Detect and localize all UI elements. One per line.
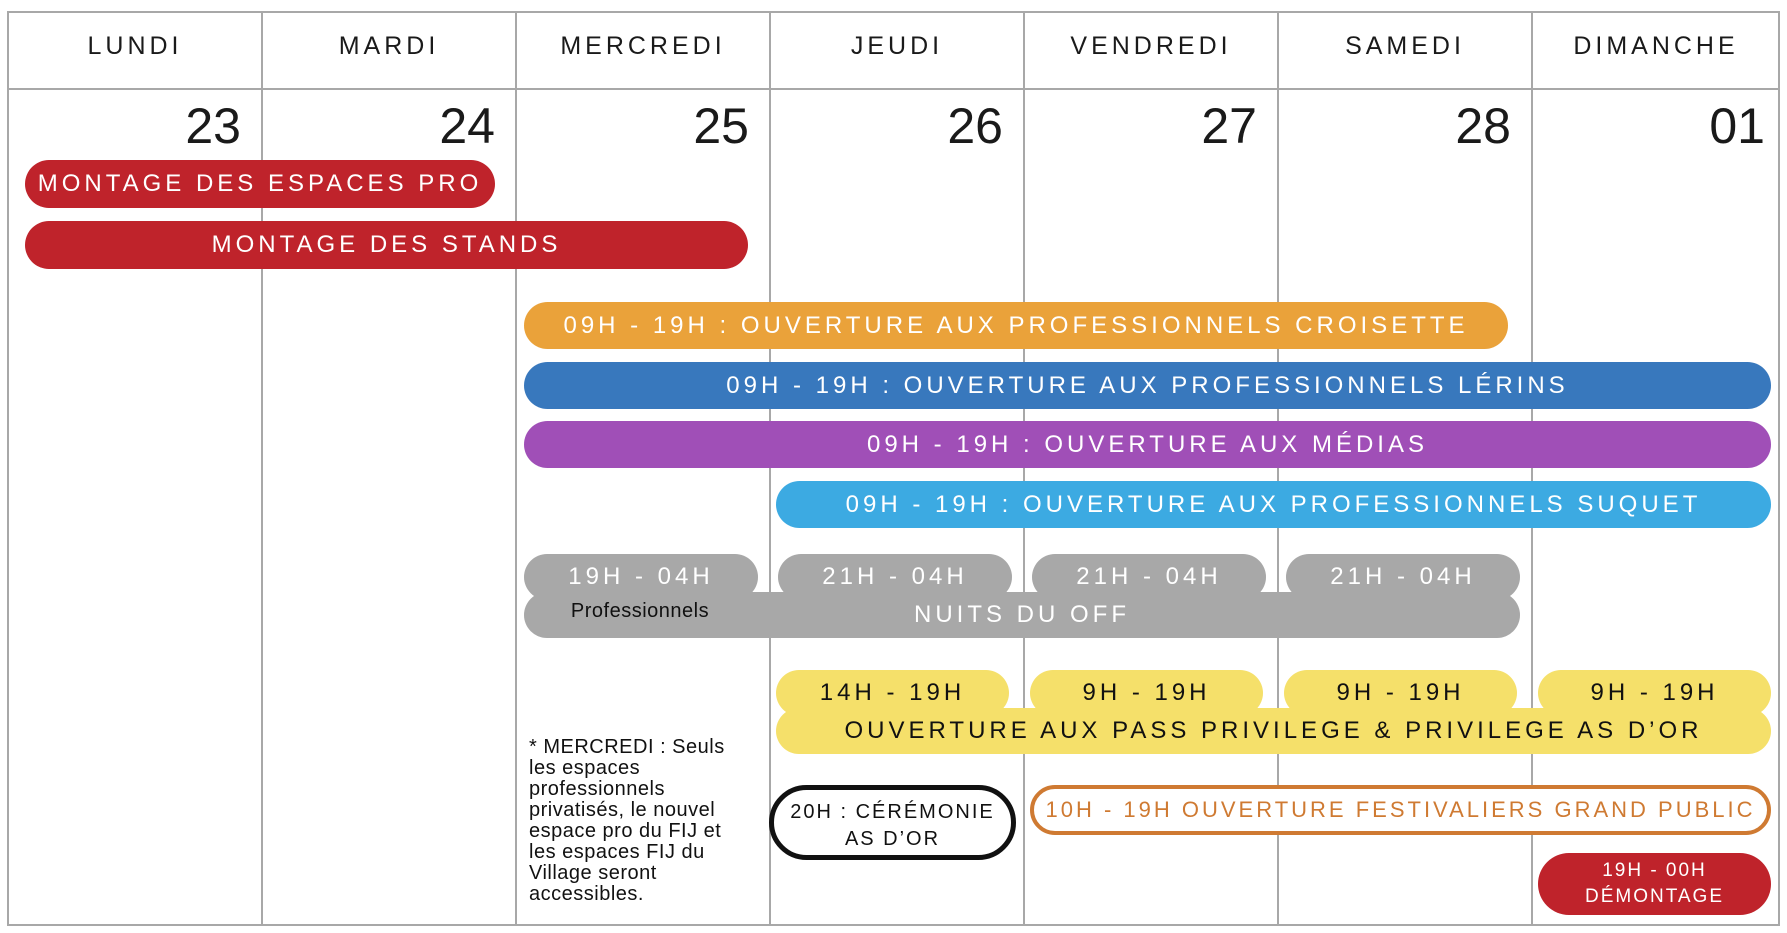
day-header-mercredi: MERCREDI <box>560 32 726 60</box>
day-number-25: 25 <box>693 98 749 154</box>
header-divider <box>7 88 1780 90</box>
day-header-samedi: SAMEDI <box>1345 32 1465 60</box>
event-ouverture-lerins <box>524 362 1771 409</box>
event-label: 09H - 19H : OUVERTURE AUX MÉDIAS <box>866 431 1428 458</box>
time-label: 21H - 04H <box>1330 563 1476 590</box>
event-label: NUITS DU OFF <box>914 601 1130 628</box>
event-label: OUVERTURE AUX PASS PRIVILEGE & PRIVILEGE AS D’OR <box>844 717 1703 744</box>
day-header-vendredi: VENDREDI <box>1070 32 1232 60</box>
time-label: 19H - 04H <box>568 563 714 590</box>
time-label: 9H - 19H <box>1590 679 1719 706</box>
event-label-line1: 20H : CÉRÉMONIE <box>790 801 995 823</box>
mercredi-footnote: * MERCREDI : Seuls les espaces professionnels privatisés, le nouvel espace pro du FIJ et les espaces FIJ du Village seront accessibles. <box>529 736 725 905</box>
day-number-28: 28 <box>1455 98 1511 154</box>
time-label: 14H - 19H <box>819 679 966 706</box>
time-label: 9H - 19H <box>1082 679 1211 706</box>
event-label: 09H - 19H : OUVERTURE AUX PROFESSIONNELS LÉRINS <box>726 372 1569 399</box>
day-number-27: 27 <box>1201 98 1257 154</box>
event-label-line2: DÉMONTAGE <box>1584 886 1725 907</box>
time-label: 9H - 19H <box>1336 679 1465 706</box>
day-number-01: 01 <box>1709 98 1765 154</box>
event-grand-public <box>1030 785 1771 835</box>
day-header-jeudi: JEUDI <box>850 32 944 60</box>
event-label: 10H - 19H OUVERTURE FESTIVALIERS GRAND PUBLIC <box>1045 797 1756 822</box>
sub-label: Professionnels <box>570 600 710 622</box>
time-label: 21H - 04H <box>822 563 968 590</box>
event-ceremonie-as-dor <box>769 785 1016 860</box>
event-label-line1: 19H - 00H <box>1602 860 1707 881</box>
event-privilege-as-dor <box>776 708 1771 754</box>
day-number-24: 24 <box>439 98 495 154</box>
event-label: MONTAGE DES ESPACES PRO <box>37 170 483 197</box>
event-ouverture-croisette <box>524 302 1508 349</box>
event-label-line2: AS D’OR <box>844 828 941 850</box>
event-label: 09H - 19H : OUVERTURE AUX PROFESSIONNELS SUQUET <box>845 491 1702 518</box>
day-header-dimanche: DIMANCHE <box>1573 32 1739 60</box>
event-montage-espaces-pro <box>25 160 495 208</box>
event-ouverture-medias <box>524 421 1771 468</box>
event-label: 09H - 19H : OUVERTURE AUX PROFESSIONNELS CROISETTE <box>563 312 1469 339</box>
day-number-23: 23 <box>185 98 241 154</box>
event-label: MONTAGE DES STANDS <box>211 231 562 258</box>
day-number-26: 26 <box>947 98 1003 154</box>
day-header-lundi: LUNDI <box>87 32 183 60</box>
nuits-sublabel-professionnels <box>540 596 740 626</box>
event-ouverture-suquet <box>776 481 1771 528</box>
day-header-mardi: MARDI <box>338 32 440 60</box>
event-demontage <box>1538 853 1771 915</box>
event-montage-stands <box>25 221 748 269</box>
time-label: 21H - 04H <box>1076 563 1222 590</box>
